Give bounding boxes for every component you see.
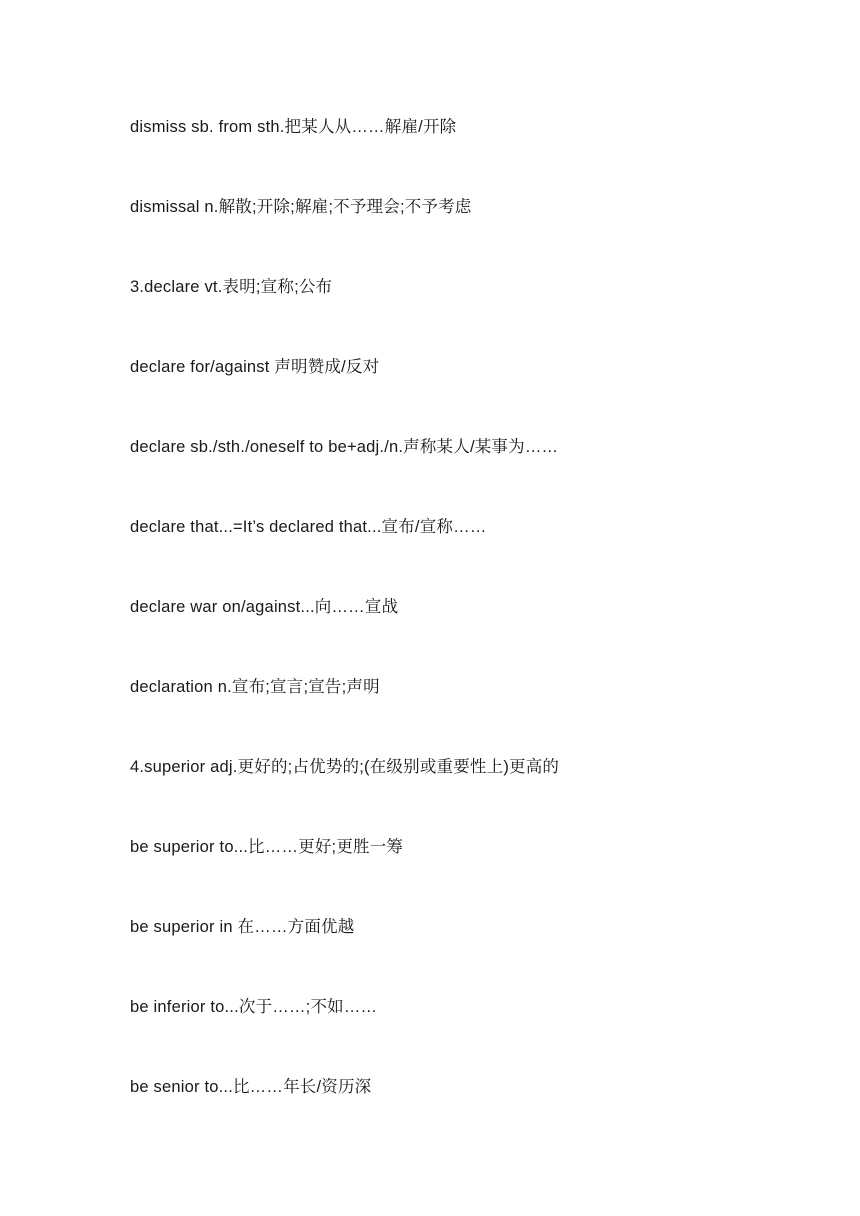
entry-declare-for-against: declare for/against 声明赞成/反对 bbox=[130, 358, 380, 376]
entry-declare-sb-to-be: declare sb./sth./oneself to be+adj./n.声称某人/某事为…… bbox=[130, 438, 559, 456]
entry-dismissal: dismissal n.解散;开除;解雇;不予理会;不予考虑 bbox=[130, 198, 472, 216]
entry-be-inferior-to: be inferior to...次于……;不如…… bbox=[130, 998, 378, 1016]
entry-declare-that: declare that...=It’s declared that...宣布/宣称…… bbox=[130, 518, 487, 536]
entry-superior-heading: 4.superior adj.更好的;占优势的;(在级别或重要性上)更高的 bbox=[130, 758, 560, 776]
entry-declare-heading: 3.declare vt.表明;宣称;公布 bbox=[130, 278, 333, 296]
entry-be-senior-to: be senior to...比……年长/资历深 bbox=[130, 1078, 372, 1096]
entry-declare-war: declare war on/against...向……宣战 bbox=[130, 598, 399, 616]
vocabulary-list bbox=[130, 116, 810, 1156]
entry-dismiss-sb-from-sth: dismiss sb. from sth.把某人从……解雇/开除 bbox=[130, 118, 457, 136]
entry-declaration: declaration n.宣布;宣言;宣告;声明 bbox=[130, 678, 380, 696]
entry-be-superior-to: be superior to...比……更好;更胜一筹 bbox=[130, 838, 404, 856]
entry-be-superior-in: be superior in 在……方面优越 bbox=[130, 918, 355, 936]
